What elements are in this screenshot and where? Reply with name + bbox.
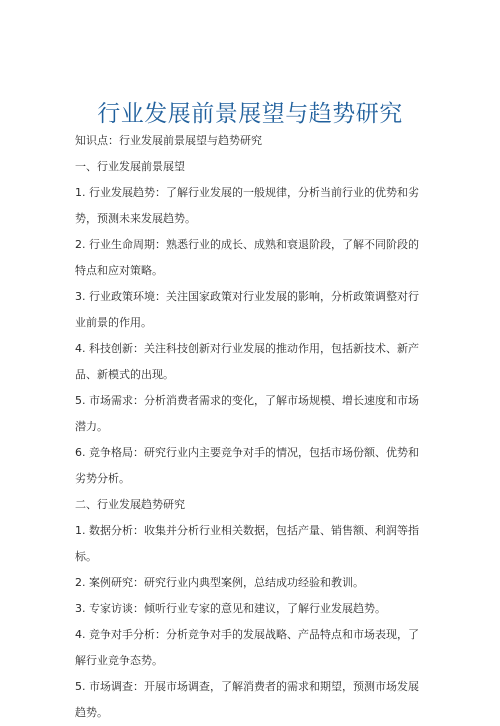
list-item: 4. 科技创新：关注科技创新对行业发展的推动作用，包括新技术、新产品、新模式的出现。 xyxy=(75,342,419,381)
list-item: 4. 竞争对手分析：分析竞争对手的发展战略、产品特点和市场表现，了解行业竞争态势。 xyxy=(75,628,419,667)
section-heading-prospects: 一、行业发展前景展望 xyxy=(75,160,185,173)
document-body xyxy=(75,128,427,726)
list-item: 3. 专家访谈：倾听行业专家的意见和建议，了解行业发展趋势。 xyxy=(75,602,386,615)
list-item: 6. 竞争格局：研究行业内主要竞争对手的情况，包括市场份额、优势和劣势分析。 xyxy=(75,446,419,485)
list-item: 2. 案例研究：研究行业内典型案例，总结成功经验和教训。 xyxy=(75,576,364,589)
document-title: 行业发展前景展望与趋势研究 xyxy=(97,101,403,128)
list-item: 1. 数据分析：收集并分析行业相关数据，包括产量、销售额、利润等指标。 xyxy=(75,524,419,563)
list-item: 1. 行业发展趋势：了解行业发展的一般规律，分析当前行业的优势和劣势，预测未来发展趋势。 xyxy=(75,186,419,225)
list-item: 5. 市场需求：分析消费者需求的变化，了解市场规模、增长速度和市场潜力。 xyxy=(75,394,419,433)
section-heading-trends: 二、行业发展趋势研究 xyxy=(75,498,185,511)
list-item: 3. 行业政策环境：关注国家政策对行业发展的影响，分析政策调整对行业前景的作用。 xyxy=(75,290,419,329)
list-item: 5. 市场调查：开展市场调查，了解消费者的需求和期望，预测市场发展趋势。 xyxy=(75,680,419,719)
knowledge-point: 知识点：行业发展前景展望与趋势研究 xyxy=(75,134,262,147)
list-item: 2. 行业生命周期：熟悉行业的成长、成熟和衰退阶段，了解不同阶段的特点和应对策略。 xyxy=(75,238,419,277)
